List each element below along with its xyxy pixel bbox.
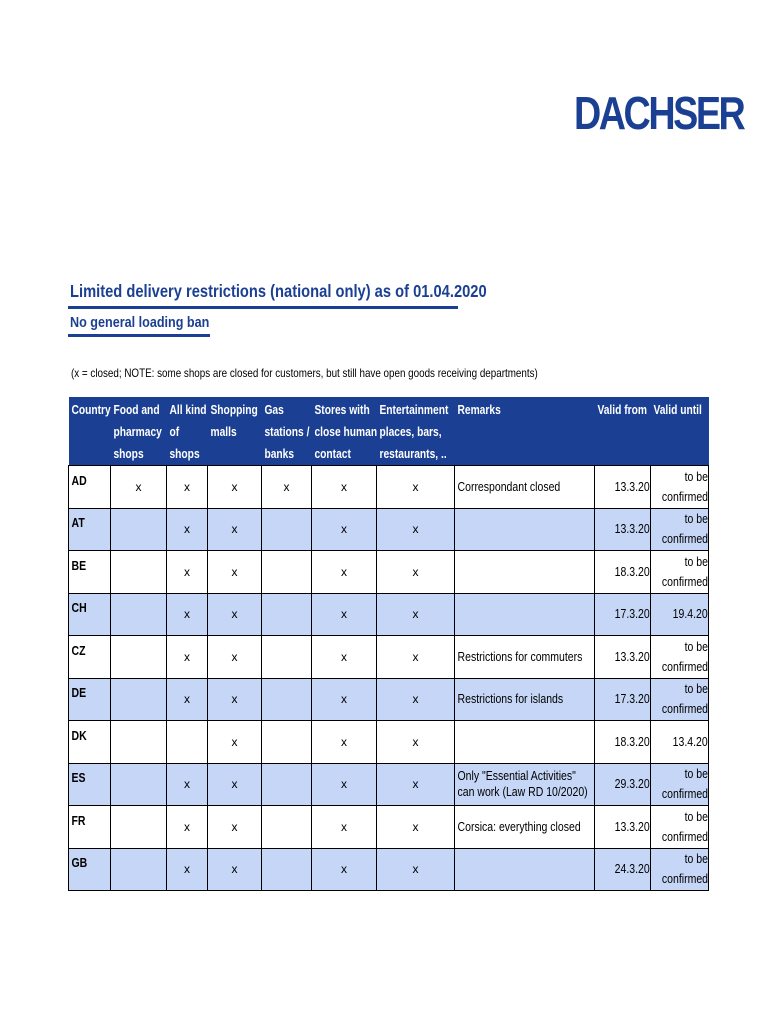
- cell-valid-until: to be confirmed: [651, 763, 709, 806]
- cell-entertainment: x: [377, 721, 455, 764]
- cell-entertainment: x: [377, 466, 455, 509]
- cell-entertainment: x: [377, 636, 455, 679]
- cell-close-contact: x: [312, 508, 377, 551]
- header-close-contact: Stores with close human contact: [312, 397, 377, 466]
- cell-country: GB: [69, 848, 111, 891]
- cell-country: AT: [69, 508, 111, 551]
- cell-valid-until: to be confirmed: [651, 678, 709, 721]
- cell-close-contact: x: [312, 593, 377, 636]
- page-subtitle: No general loading ban: [70, 314, 210, 331]
- cell-shopping-malls: x: [208, 593, 262, 636]
- cell-all-shops: x: [167, 508, 208, 551]
- table-row: [69, 848, 709, 891]
- cell-food-pharmacy: [111, 763, 167, 806]
- table-row: [69, 763, 709, 806]
- header-food-pharmacy: Food and pharmacy shops: [111, 397, 167, 466]
- cell-all-shops: x: [167, 466, 208, 509]
- cell-remarks: [455, 593, 595, 636]
- header-gas-banks: Gas stations / banks: [262, 397, 312, 466]
- cell-close-contact: x: [312, 848, 377, 891]
- cell-all-shops: x: [167, 678, 208, 721]
- cell-valid-until: to be confirmed: [651, 508, 709, 551]
- cell-valid-until: to be confirmed: [651, 848, 709, 891]
- table-row: [69, 466, 709, 509]
- cell-gas-banks: x: [262, 466, 312, 509]
- cell-country: CZ: [69, 636, 111, 679]
- header-valid-until: Valid until: [651, 397, 709, 466]
- cell-valid-from: 13.3.20: [595, 806, 651, 849]
- cell-gas-banks: [262, 593, 312, 636]
- cell-close-contact: x: [312, 636, 377, 679]
- cell-remarks: Only "Essential Activities" can work (Law RD 10/2020): [455, 763, 595, 806]
- cell-gas-banks: [262, 678, 312, 721]
- cell-country: DK: [69, 721, 111, 764]
- header-entertainment: Entertainment places, bars, restaurants, ..: [377, 397, 455, 466]
- page-title: Limited delivery restrictions (national only) as of 01.04.2020: [70, 281, 487, 301]
- cell-food-pharmacy: [111, 636, 167, 679]
- dachser-logo: DACHSER: [574, 87, 744, 139]
- cell-close-contact: x: [312, 806, 377, 849]
- cell-food-pharmacy: [111, 721, 167, 764]
- cell-gas-banks: [262, 763, 312, 806]
- cell-shopping-malls: x: [208, 551, 262, 594]
- cell-all-shops: x: [167, 806, 208, 849]
- cell-country: ES: [69, 763, 111, 806]
- cell-valid-from: 17.3.20: [595, 678, 651, 721]
- cell-entertainment: x: [377, 763, 455, 806]
- header-remarks: Remarks: [455, 397, 595, 466]
- cell-valid-until: to be confirmed: [651, 636, 709, 679]
- cell-valid-until: to be confirmed: [651, 466, 709, 509]
- header-all-shops: All kind of shops: [167, 397, 208, 466]
- cell-remarks: [455, 551, 595, 594]
- table-header-row: [69, 397, 709, 466]
- cell-gas-banks: [262, 806, 312, 849]
- cell-valid-from: 13.3.20: [595, 636, 651, 679]
- cell-close-contact: x: [312, 466, 377, 509]
- table-row: [69, 508, 709, 551]
- cell-shopping-malls: x: [208, 721, 262, 764]
- cell-close-contact: x: [312, 721, 377, 764]
- cell-remarks: [455, 848, 595, 891]
- legend-note: (x = closed; NOTE: some shops are closed for customers, but still have open goods receiving departments): [71, 366, 538, 380]
- cell-gas-banks: [262, 848, 312, 891]
- cell-shopping-malls: x: [208, 848, 262, 891]
- cell-remarks: Correspondant closed: [455, 466, 595, 509]
- cell-remarks: Restrictions for islands: [455, 678, 595, 721]
- cell-shopping-malls: x: [208, 678, 262, 721]
- title-underline: [68, 306, 458, 309]
- cell-country: CH: [69, 593, 111, 636]
- cell-valid-until: to be confirmed: [651, 551, 709, 594]
- cell-close-contact: x: [312, 678, 377, 721]
- cell-shopping-malls: x: [208, 763, 262, 806]
- table-row: [69, 636, 709, 679]
- header-valid-from: Valid from: [595, 397, 651, 466]
- table-row: [69, 593, 709, 636]
- cell-all-shops: x: [167, 848, 208, 891]
- table-row: [69, 806, 709, 849]
- cell-valid-from: 13.3.20: [595, 508, 651, 551]
- cell-shopping-malls: x: [208, 508, 262, 551]
- cell-all-shops: x: [167, 636, 208, 679]
- cell-shopping-malls: x: [208, 466, 262, 509]
- cell-country: BE: [69, 551, 111, 594]
- table-row: [69, 551, 709, 594]
- cell-valid-until: to be confirmed: [651, 806, 709, 849]
- cell-all-shops: x: [167, 593, 208, 636]
- header-shopping-malls: Shopping malls: [208, 397, 262, 466]
- cell-all-shops: x: [167, 763, 208, 806]
- table-row: [69, 721, 709, 764]
- cell-food-pharmacy: [111, 678, 167, 721]
- cell-remarks: [455, 721, 595, 764]
- cell-valid-until: 13.4.20: [651, 721, 709, 764]
- cell-entertainment: x: [377, 508, 455, 551]
- cell-gas-banks: [262, 721, 312, 764]
- cell-food-pharmacy: [111, 508, 167, 551]
- cell-food-pharmacy: [111, 806, 167, 849]
- cell-valid-from: 18.3.20: [595, 721, 651, 764]
- cell-entertainment: x: [377, 593, 455, 636]
- cell-valid-until: 19.4.20: [651, 593, 709, 636]
- cell-food-pharmacy: [111, 848, 167, 891]
- cell-remarks: Restrictions for commuters: [455, 636, 595, 679]
- cell-food-pharmacy: x: [111, 466, 167, 509]
- header-country: Country: [69, 397, 111, 466]
- table-row: [69, 678, 709, 721]
- cell-food-pharmacy: [111, 551, 167, 594]
- cell-valid-from: 18.3.20: [595, 551, 651, 594]
- cell-gas-banks: [262, 508, 312, 551]
- cell-all-shops: x: [167, 551, 208, 594]
- cell-country: DE: [69, 678, 111, 721]
- cell-gas-banks: [262, 551, 312, 594]
- cell-entertainment: x: [377, 551, 455, 594]
- cell-entertainment: x: [377, 848, 455, 891]
- cell-gas-banks: [262, 636, 312, 679]
- cell-shopping-malls: x: [208, 806, 262, 849]
- cell-remarks: [455, 508, 595, 551]
- cell-valid-from: 24.3.20: [595, 848, 651, 891]
- cell-entertainment: x: [377, 806, 455, 849]
- cell-remarks: Corsica: everything closed: [455, 806, 595, 849]
- subtitle-underline: [68, 334, 210, 337]
- cell-country: FR: [69, 806, 111, 849]
- cell-valid-from: 29.3.20: [595, 763, 651, 806]
- cell-valid-from: 17.3.20: [595, 593, 651, 636]
- restrictions-table: [68, 397, 709, 891]
- cell-valid-from: 13.3.20: [595, 466, 651, 509]
- cell-all-shops: [167, 721, 208, 764]
- cell-close-contact: x: [312, 763, 377, 806]
- cell-entertainment: x: [377, 678, 455, 721]
- cell-close-contact: x: [312, 551, 377, 594]
- cell-food-pharmacy: [111, 593, 167, 636]
- cell-shopping-malls: x: [208, 636, 262, 679]
- cell-country: AD: [69, 466, 111, 509]
